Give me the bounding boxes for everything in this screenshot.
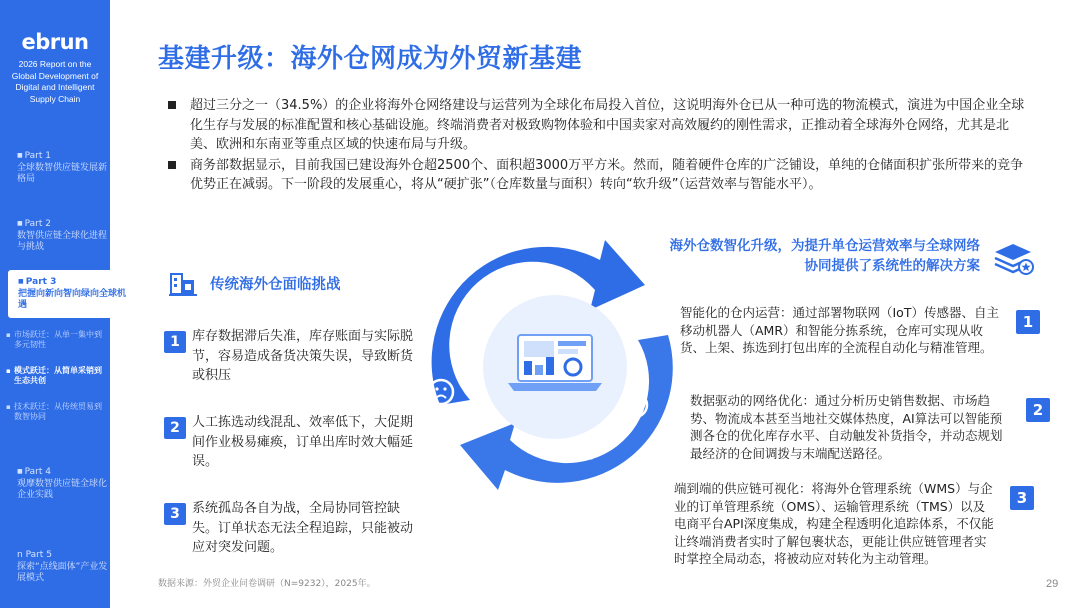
sidebar: [0, 0, 127, 608]
challenge-text: 人工拣选动线混乱、效率低下，大促期间作业极易瘫痪，订单出库时效大幅延误。: [192, 415, 414, 469]
square-bullet-icon: [168, 161, 176, 169]
sidebar-item-title: 全球数智供应链发展新格局: [17, 162, 108, 184]
data-source-note: 数据来源：外贸企业问卷调研（N=9232），2025年。: [158, 579, 376, 589]
bullet-item: [168, 96, 1030, 155]
sidebar-item-part-label: ■ Part 3: [18, 276, 128, 289]
number-badge: 3: [164, 503, 186, 525]
stacked-layers-icon: [992, 242, 1034, 276]
number-badge: 1: [1016, 310, 1040, 334]
challenge-heading: [168, 267, 341, 299]
solution-item: [680, 304, 1034, 357]
sidebar-subitem-tech[interactable]: ▪ 技术跃迁：从传统贸易到数智协同: [14, 402, 106, 422]
sidebar-item-part3[interactable]: [8, 270, 128, 318]
sidebar-item-part-label: ■ Part 4: [17, 466, 109, 479]
sidebar-item-part-label: n Part 5: [17, 550, 52, 560]
sidebar-item-part4[interactable]: [17, 466, 109, 502]
challenge-heading-text: 传统海外仓面临挑战: [210, 276, 341, 293]
sidebar-item-title: 观摩数智供应链全球化企业实践: [17, 478, 108, 500]
sidebar-item-part5[interactable]: [17, 550, 109, 585]
sidebar-item-part-label: ■ Part 1: [17, 150, 109, 163]
number-badge: 3: [1010, 486, 1034, 510]
challenge-text: 库存数据滞后失准，库存账面与实际脱节，容易造成备货决策失误，导致断货或积压: [192, 329, 414, 383]
sidebar-subitem-market[interactable]: ▪ 市场跃迁：从单一集中到多元韧性: [14, 330, 106, 350]
buildings-icon: [168, 268, 198, 298]
challenge-item: [164, 413, 419, 472]
number-badge: 2: [1026, 398, 1050, 422]
number-badge: 1: [164, 331, 186, 353]
page-number: 29: [1046, 578, 1059, 590]
challenge-solution-cycle: [410, 235, 700, 495]
sidebar-item-part-label: ■ Part 2: [17, 218, 109, 231]
solution-heading: 海外仓数智化升级，为提升单仓运营效率与全球网络协同提供了系统性的解决方案: [669, 238, 980, 274]
sidebar-item-part2[interactable]: [17, 218, 109, 254]
challenge-text: 系统孤岛各自为战，全局协同管控缺失。订单状态无法全程追踪，只能被动应对突发问题。: [192, 501, 414, 555]
challenge-label: 面临挑战: [453, 296, 506, 366]
challenge-item: [164, 499, 419, 558]
sidebar-item-title: 探索“点线面体”产业发展模式: [17, 561, 108, 583]
page-title: 基建升级：海外仓网成为外贸新基建: [158, 44, 583, 74]
challenge-item: [164, 327, 419, 386]
solution-item: [674, 480, 1028, 568]
intro-bullets: [168, 96, 1030, 196]
number-badge: 2: [164, 417, 186, 439]
square-bullet-icon: [168, 101, 176, 109]
solution-text: 端到端的供应链可视化：将海外仓管理系统（WMS）与企业的订单管理系统（OMS）、运输管理系统（TMS）以及电商平台API深度集成，构建全程透明化追踪体系，不仅能让终端消费者实时了解包裹状态，更能让供应链管理者实时掌控全局动态，将被动应对转化为主动管理。: [674, 481, 994, 566]
solution-text: 智能化的仓内运营：通过部署物联网（IoT）传感器、自主移动机器人（AMR）和智能分拣系统，仓库可实现从收货、上架、拣选到打包出库的全流程自动化与精准管理。: [680, 305, 999, 355]
bullet-text: 超过三分之一（34.5%）的企业将海外仓网络建设与运营列为全球化布局投入首位，这说明海外仓已从一种可选的物流模式，演进为中国企业全球化生存与发展的标准配置和核心基础设施。终端消费者对极致购物体验和中国卖家对高效履约的刚性需求，正推动着全球海外仓网络，尤其是北美、欧洲和东南亚等重点区域的快速布局与升级。: [190, 98, 1025, 152]
sidebar-item-title: 数智供应链全球化进程与挑战: [17, 230, 108, 252]
sidebar-subitem-model[interactable]: ▪ 模式跃迁：从简单采销到生态共创: [14, 366, 106, 386]
bullet-text: 商务部数据显示，目前我国已建设海外仓超2500个、面积超3000万平方米。然而，随着硬件仓库的广泛铺设，单纯的仓储面积扩张所带来的竞争优势正在减弱。下一阶段的发展重心，将从“硬扩张”（仓库数量与面积）转向“软升级”（运营效率与智能水平）。: [190, 157, 1024, 192]
sidebar-item-title: 把握向新向智向绿向全球机遇: [18, 288, 127, 310]
solution-item: [690, 392, 1044, 462]
solution-label: 解决方案: [584, 405, 644, 464]
bullet-item: [168, 156, 1030, 195]
ebrun-logo: ebrun: [21, 30, 89, 54]
sidebar-item-part1[interactable]: [17, 150, 109, 186]
solution-text: 数据驱动的网络优化：通过分析历史销售数据、市场趋势、物流成本甚至当地社交媒体热度，AI算法可以智能预测各仓的优化库存水平、自动触发补货指令，并动态规划最经济的仓间调拨与末端配送路径。: [690, 393, 1003, 461]
report-title: 2026 Report on the Global Development of Digital and Intelligent Supply Chain: [11, 59, 99, 104]
